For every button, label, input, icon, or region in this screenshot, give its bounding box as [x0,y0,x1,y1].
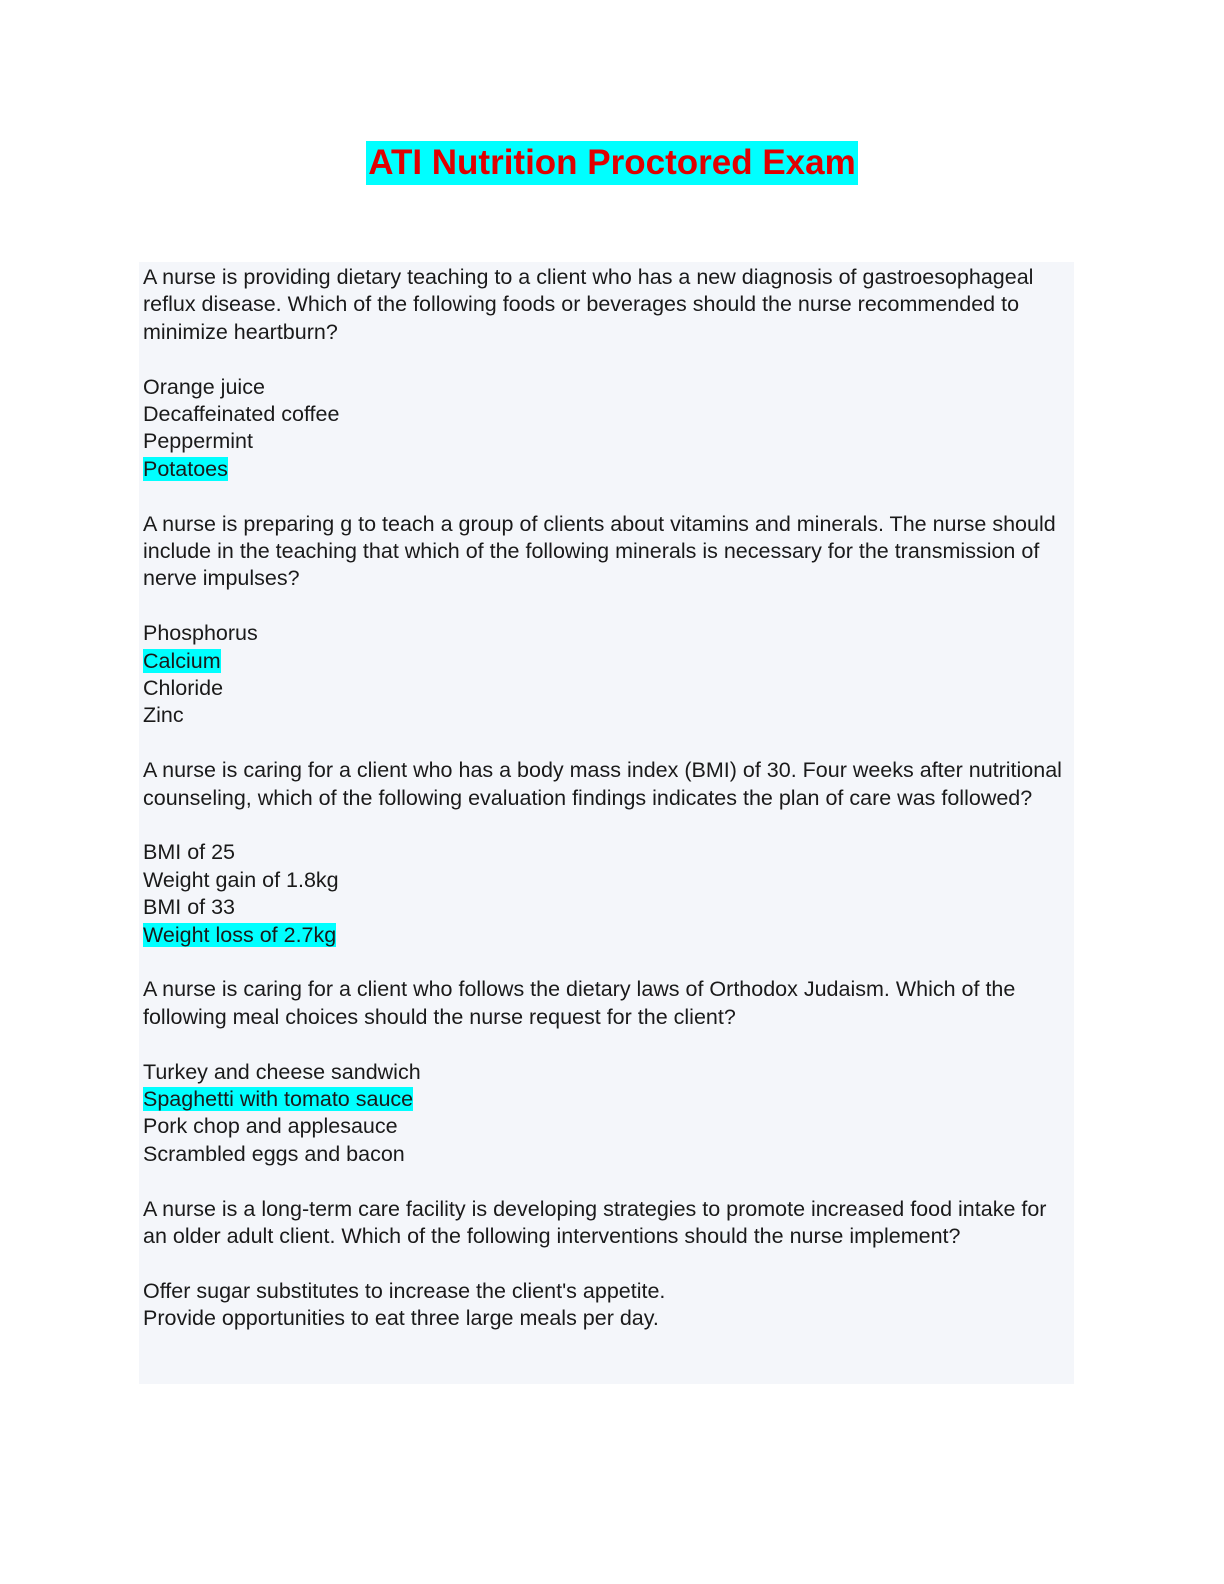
answer-option-correct: Potatoes [143,456,228,481]
question-block [143,1196,1070,1333]
answer-option: BMI of 33 [143,895,236,920]
question-block [143,511,1070,730]
answer-option: BMI of 25 [143,840,236,865]
question-block [143,264,1070,483]
exam-content [139,262,1074,1384]
question-text: A nurse is providing dietary teaching to a client who has a new diagnosis of gastroesophageal reflux disease. Which of the following foods or beverages should the nurse recommended to minimize heartburn? [143,265,1034,344]
title-container [0,141,1224,185]
question-text: A nurse is caring for a client who has a body mass index (BMI) of 30. Four weeks after nutritional counseling, which of the following evaluation findings indicates the plan of care was followed? [143,758,1062,810]
answer-option: Offer sugar substitutes to increase the client's appetite. [143,1278,666,1303]
question-text: A nurse is preparing g to teach a group of clients about vitamins and minerals. The nurse should include in the teaching that which of the following minerals is necessary for the transmission of nerve impulses? [143,511,1056,591]
answer-option: Weight gain of 1.8kg [143,867,339,892]
answer-option-correct: Spaghetti with tomato sauce [143,1087,414,1112]
answer-option: Scrambled eggs and bacon [143,1141,405,1166]
answer-options [143,374,1070,484]
answer-option: Chloride [143,676,224,701]
answer-options [143,620,1070,730]
question-block [143,757,1070,949]
answer-option: Orange juice [143,374,265,399]
answer-option: Decaffeinated coffee [143,402,340,427]
question-text: A nurse is a long-term care facility is developing strategies to promote increased food intake for an older adult client. Which of the following interventions should the nurse implement? [143,1196,1047,1249]
question-text: A nurse is caring for a client who follows the dietary laws of Orthodox Judaism. Which of the following meal choices should the nurse request for the client? [143,977,1016,1029]
answer-option: Turkey and cheese sandwich [143,1059,421,1084]
answer-option: Zinc [143,703,184,728]
answer-options [143,839,1070,949]
answer-option: Provide opportunities to eat three large meals per day. [143,1306,659,1331]
answer-option-correct: Calcium [143,648,221,673]
answer-option-correct: Weight loss of 2.7kg [143,922,337,947]
answer-options [143,1059,1070,1169]
answer-option: Pork chop and applesauce [143,1114,398,1139]
answer-option: Peppermint [143,429,253,454]
page-title: ATI Nutrition Proctored Exam [366,141,857,185]
question-block [143,976,1070,1168]
answer-option: Phosphorus [143,621,258,646]
answer-options [143,1278,1070,1333]
